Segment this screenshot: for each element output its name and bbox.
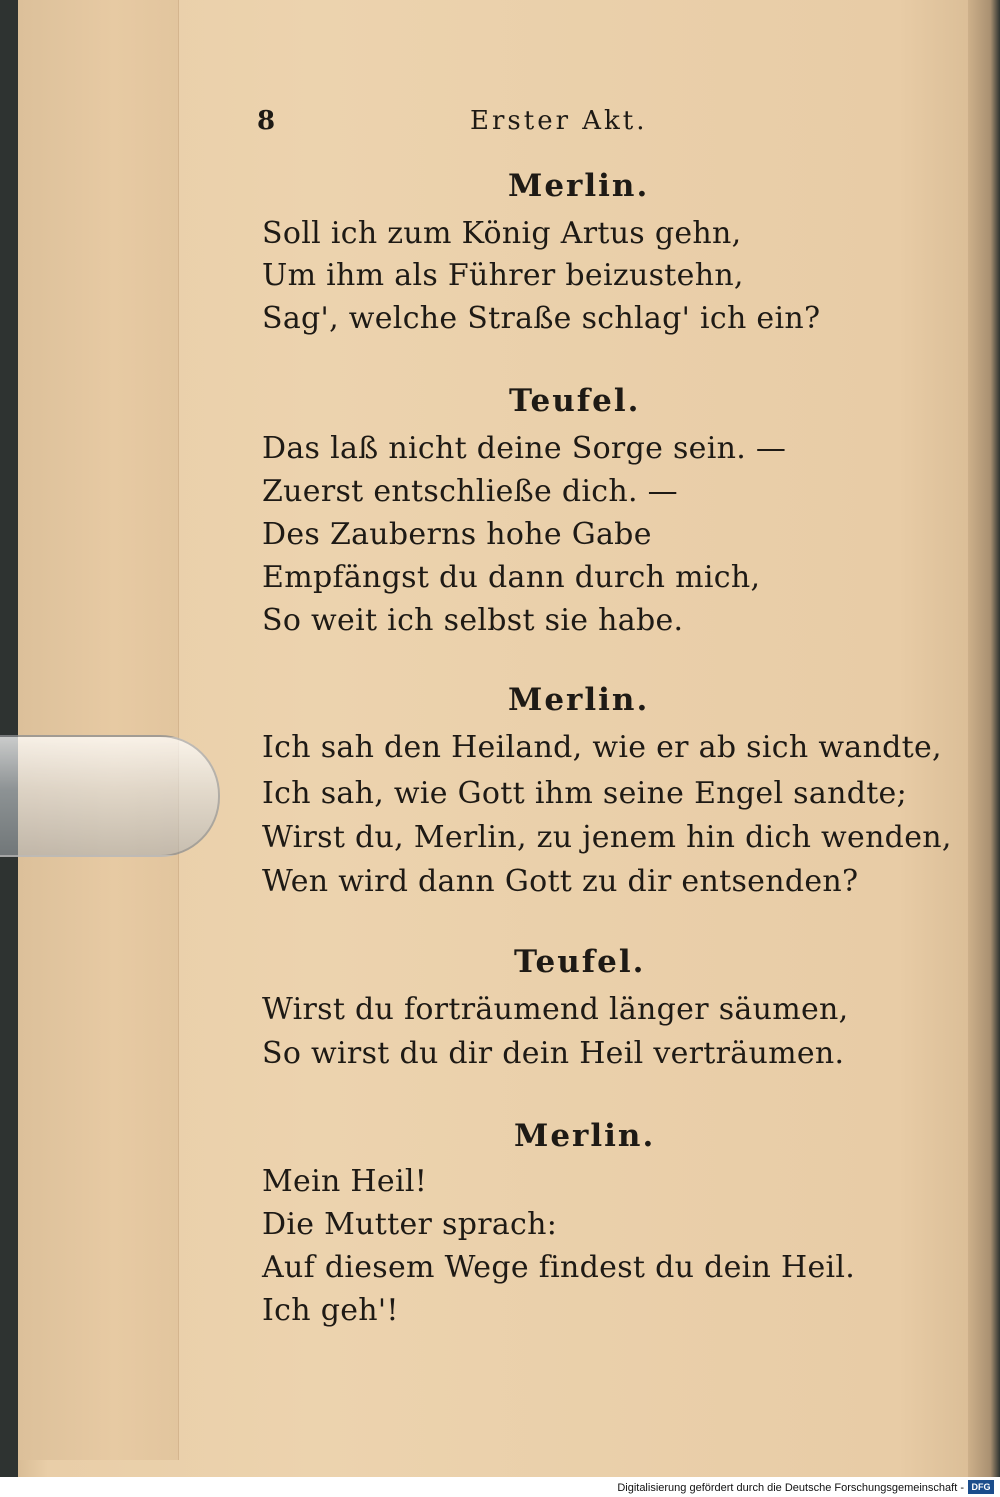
verse-line: Mein Heil! — [262, 1164, 428, 1199]
verse-line: Soll ich zum König Artus gehn, — [262, 216, 742, 251]
page-number: 8 — [257, 106, 276, 136]
verse-line: Zuerst entschließe dich. — — [262, 474, 678, 509]
verse-line: Empfängst du dann durch mich, — [262, 560, 761, 595]
verse-line: Um ihm als Führer beizustehn, — [262, 258, 744, 293]
page-clip-tab — [0, 735, 220, 857]
footer-bar — [0, 1477, 1000, 1497]
footer-credit: Digitalisierung gefördert durch die Deutsche Forschungsgemeinschaft - — [617, 1482, 964, 1494]
verse-line: So wirst du dir dein Heil verträumen. — [262, 1036, 845, 1071]
verse-line: Wirst du forträumend länger säumen, — [262, 992, 849, 1027]
verse-line: Ich sah, wie Gott ihm seine Engel sandte; — [262, 776, 908, 811]
speaker-name: Teufel. — [509, 383, 641, 419]
speaker-name: Merlin. — [508, 168, 650, 204]
speaker-name: Merlin. — [508, 682, 650, 718]
verse-line: Ich sah den Heiland, wie er ab sich wandte, — [262, 730, 942, 765]
page-edge — [968, 0, 1000, 1477]
verse-line: Ich geh'! — [262, 1293, 399, 1328]
verse-line: Das laß nicht deine Sorge sein. — — [262, 431, 787, 466]
page-gutter — [18, 0, 179, 1460]
running-head: Erster Akt. — [470, 106, 648, 136]
verse-line: So weit ich selbst sie habe. — [262, 603, 684, 638]
verse-line: Des Zauberns hohe Gabe — [262, 517, 652, 552]
dfg-logo: DFG — [968, 1480, 994, 1494]
verse-line: Die Mutter sprach: — [262, 1207, 558, 1242]
verse-line: Wirst du, Merlin, zu jenem hin dich wenden, — [262, 820, 952, 855]
speaker-name: Merlin. — [514, 1118, 656, 1154]
verse-line: Wen wird dann Gott zu dir entsenden? — [262, 864, 859, 899]
speaker-name: Teufel. — [514, 944, 646, 980]
verse-line: Sag', welche Straße schlag' ich ein? — [262, 301, 821, 336]
verse-line: Auf diesem Wege findest du dein Heil. — [262, 1250, 856, 1285]
